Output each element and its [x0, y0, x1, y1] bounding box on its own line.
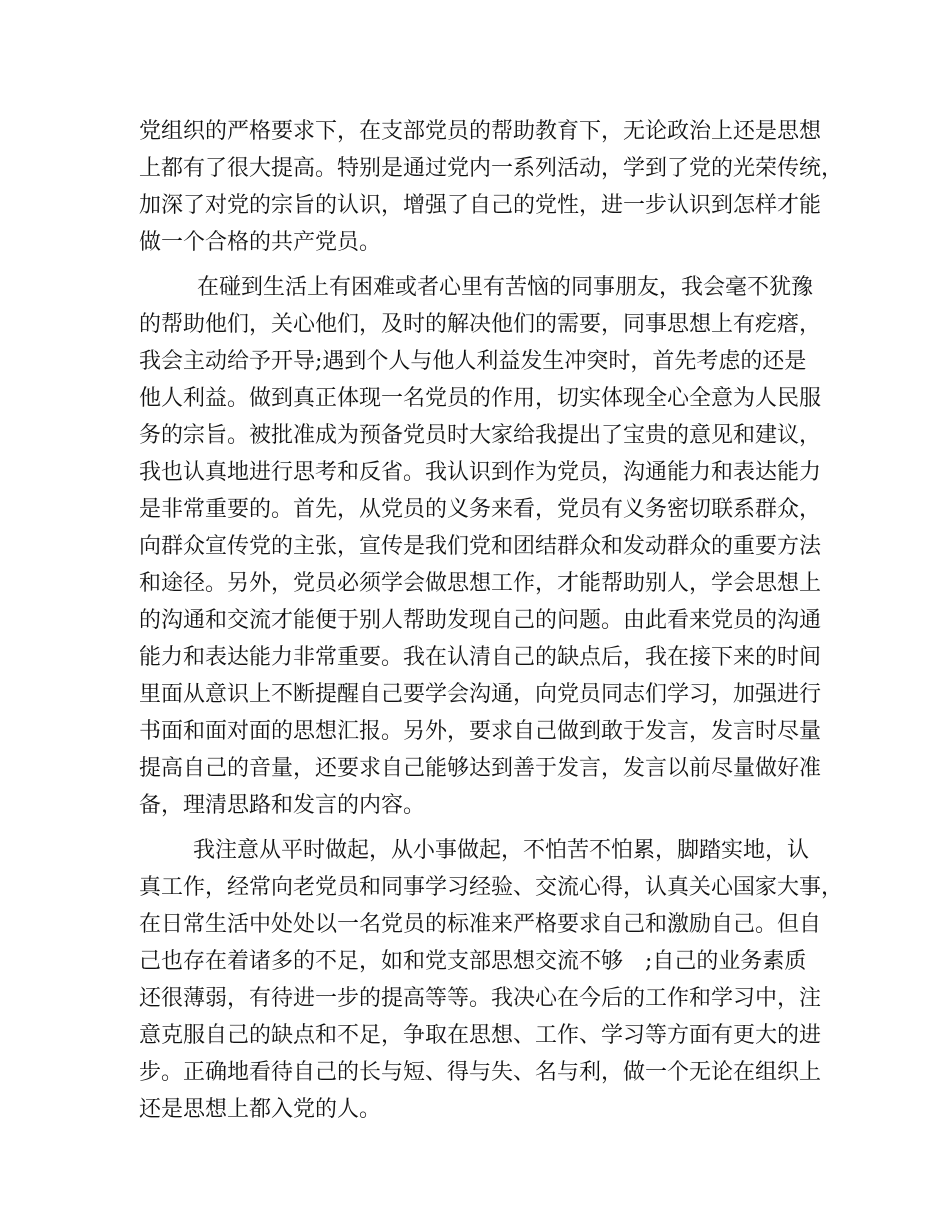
text-line: 我也认真地进行思考和反省。我认识到作为党员，沟通能力和表达能力	[139, 460, 822, 485]
text-line: 在日常生活中处处以一名党员的标准来严格要求自己和激励自己。但自	[139, 912, 822, 937]
text-line: 书面和面对面的思想汇报。另外，要求自己做到敢于发言，发言时尽量	[139, 719, 822, 744]
text-line: 他人利益。做到真正体现一名党员的作用，切实体现全心全意为人民服	[139, 386, 822, 411]
text-line: 能力和表达能力非常重要。我在认清自己的缺点后，我在接下来的时间	[139, 645, 822, 670]
text-line: 步。正确地看待自己的长与短、得与失、名与利，做一个无论在组织上	[139, 1060, 822, 1085]
paragraph-1	[139, 113, 844, 261]
text-line: 己也存在着诸多的不足，如和党支部思想交流不够 ;自己的业务素质	[139, 949, 807, 974]
text-line: 的帮助他们，关心他们，及时的解决他们的需要，同事思想上有疙瘩，	[139, 312, 822, 337]
text-line: 真工作，经常向老党员和同事学习经验、交流心得，认真关心国家大事，	[139, 875, 844, 900]
text-line: 加深了对党的宗旨的认识，增强了自己的党性，进一步认识到怎样才能	[139, 193, 822, 218]
text-line: 务的宗旨。被批准成为预备党员时大家给我提出了宝贵的意见和建议，	[139, 423, 822, 448]
text-line: 里面从意识上不断提醒自己要学会沟通，向党员同志们学习，加强进行	[139, 682, 822, 707]
text-line: 还很薄弱，有待进一步的提高等等。我决心在今后的工作和学习中，注	[139, 986, 822, 1011]
text-line: 意克服自己的缺点和不足，争取在思想、工作、学习等方面有更大的进	[139, 1023, 822, 1048]
text-line: 和途径。另外，党员必须学会做思想工作，才能帮助别人，学会思想上	[139, 571, 822, 596]
text-line: 上都有了很大提高。特别是通过党内一系列活动，学到了党的光荣传统，	[139, 156, 844, 181]
text-line: 做一个合格的共产党员。	[139, 230, 382, 255]
text-line: 我会主动给予开导;遇到个人与他人利益发生冲突时，首先考虑的还是	[139, 349, 807, 374]
paragraph-gap	[139, 261, 819, 269]
paragraph-2	[139, 269, 822, 824]
text-line: 党组织的严格要求下，在支部党员的帮助教育下，无论政治上还是思想	[139, 119, 822, 144]
text-line: 是非常重要的。首先，从党员的义务来看，党员有义务密切联系群众，	[139, 497, 822, 522]
text-line: 在碰到生活上有困难或者心里有苦恼的同事朋友，我会毫不犹豫	[197, 275, 814, 300]
text-line: 的沟通和交流才能便于别人帮助发现自己的问题。由此看来党员的沟通	[139, 608, 822, 633]
paragraph-3	[139, 832, 844, 1128]
paragraph-gap	[139, 824, 819, 832]
text-line: 我注意从平时做起，从小事做起，不怕苦不怕累，脚踏实地，认	[193, 838, 810, 863]
text-line: 备，理清思路和发言的内容。	[139, 793, 426, 818]
document-body	[139, 113, 844, 1128]
text-line: 向群众宣传党的主张，宣传是我们党和团结群众和发动群众的重要方法	[139, 534, 822, 559]
text-line: 提高自己的音量，还要求自己能够达到善于发言，发言以前尽量做好准	[139, 756, 822, 781]
text-line: 还是思想上都入党的人。	[139, 1097, 382, 1122]
